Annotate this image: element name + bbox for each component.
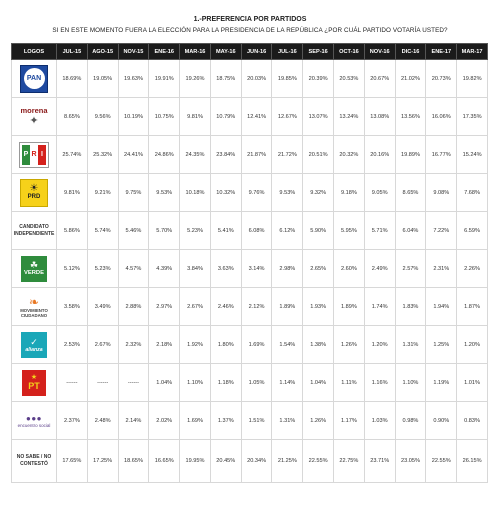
value-cell: 2.14% — [118, 402, 149, 440]
value-cell: 1.94% — [426, 288, 457, 326]
toucan-icon: ☘ — [29, 260, 39, 270]
alianza-logo — [21, 332, 47, 358]
value-cell: 2.46% — [210, 288, 241, 326]
value-cell: 2.32% — [118, 326, 149, 364]
value-cell: 1.92% — [180, 326, 211, 364]
value-cell: 12.41% — [241, 98, 272, 136]
value-cell: 17.35% — [457, 98, 488, 136]
header-row — [12, 44, 488, 60]
logo-cell — [12, 60, 57, 98]
value-cell: 24.35% — [180, 136, 211, 174]
value-cell: 1.51% — [241, 402, 272, 440]
value-cell: 1.26% — [334, 326, 365, 364]
value-cell: 20.45% — [210, 440, 241, 483]
value-cell: 21.87% — [241, 136, 272, 174]
table-row — [12, 174, 488, 212]
header-dic-16: DIC-16 — [395, 44, 426, 60]
table-row — [12, 212, 488, 250]
header-ene-16: ENE-16 — [149, 44, 180, 60]
value-cell: 10.79% — [210, 98, 241, 136]
value-cell: 18.69% — [57, 60, 88, 98]
value-cell: 9.21% — [87, 174, 118, 212]
value-cell: 15.24% — [457, 136, 488, 174]
value-cell: 9.05% — [364, 174, 395, 212]
header-jul-15: JUL-15 — [57, 44, 88, 60]
morena-logo-text: morena — [20, 105, 48, 115]
value-cell: 22.75% — [334, 440, 365, 483]
value-cell: 6.04% — [395, 212, 426, 250]
logo-cell — [12, 364, 57, 402]
value-cell: 1.11% — [334, 364, 365, 402]
header-nov-16: NOV-16 — [364, 44, 395, 60]
people-icon: ●●● — [26, 413, 42, 423]
value-cell: 1.69% — [241, 326, 272, 364]
value-cell: 6.08% — [241, 212, 272, 250]
value-cell: 9.53% — [272, 174, 303, 212]
pri-logo-letter: R — [30, 145, 38, 165]
pt-logo — [22, 370, 46, 396]
header-jul-16: JUL-16 — [272, 44, 303, 60]
value-cell: 1.16% — [364, 364, 395, 402]
value-cell: 1.05% — [241, 364, 272, 402]
value-cell: 23.84% — [210, 136, 241, 174]
value-cell: 2.60% — [334, 250, 365, 288]
value-cell: 20.03% — [241, 60, 272, 98]
page-subtitle: SI EN ESTE MOMENTO FUERA LA ELECCIÓN PARA LA PRESIDENCIA DE LA REPÚBLICA ¿POR CUÁL PARTIDO VOTARÍA USTED? — [52, 27, 448, 34]
value-cell: 19.95% — [180, 440, 211, 483]
value-cell: 25.74% — [57, 136, 88, 174]
value-cell: 1.54% — [272, 326, 303, 364]
value-cell: 13.24% — [334, 98, 365, 136]
logo-cell — [12, 136, 57, 174]
value-cell: 21.72% — [272, 136, 303, 174]
value-cell: 18.65% — [118, 440, 149, 483]
logo-cell — [12, 326, 57, 364]
pan-logo-text: PAN — [24, 68, 45, 89]
header-mar-17: MAR-17 — [457, 44, 488, 60]
value-cell: 13.08% — [364, 98, 395, 136]
page-title: 1.-PREFERENCIA POR PARTIDOS — [193, 16, 307, 23]
mc-logo-text: MOVIMIENTO CIUDADANO — [20, 307, 48, 318]
value-cell: 2.67% — [180, 288, 211, 326]
header-logos: LOGOS — [12, 44, 57, 60]
value-cell: 13.07% — [303, 98, 334, 136]
pan-logo — [20, 65, 48, 93]
alianza-logo-text: alianza — [25, 346, 43, 353]
value-cell: 5.23% — [87, 250, 118, 288]
table-row — [12, 136, 488, 174]
value-cell: 1.10% — [180, 364, 211, 402]
value-cell: 3.58% — [57, 288, 88, 326]
value-cell: 9.53% — [149, 174, 180, 212]
encuentro-social-logo — [12, 414, 56, 428]
value-cell: 6.12% — [272, 212, 303, 250]
prd-logo-text: PRD — [27, 194, 41, 200]
value-cell: 20.51% — [303, 136, 334, 174]
header-may-16: MAY-16 — [210, 44, 241, 60]
row-label: NO SABE / NO CONTESTÓ — [16, 454, 52, 467]
header-ene-17: ENE-17 — [426, 44, 457, 60]
value-cell: 2.49% — [364, 250, 395, 288]
value-cell: 2.18% — [149, 326, 180, 364]
results-table — [11, 43, 488, 483]
value-cell: 9.32% — [303, 174, 334, 212]
value-cell: 20.67% — [364, 60, 395, 98]
value-cell: 26.15% — [457, 440, 488, 483]
pri-logo — [19, 142, 49, 168]
table-row — [12, 326, 488, 364]
value-cell: 2.31% — [426, 250, 457, 288]
value-cell: 4.57% — [118, 250, 149, 288]
eagle-icon: ❧ — [28, 294, 40, 309]
value-cell: 20.32% — [334, 136, 365, 174]
pri-logo-letter: I — [38, 145, 46, 165]
value-cell: 17.65% — [57, 440, 88, 483]
value-cell: 5.41% — [210, 212, 241, 250]
pri-logo-letter: P — [22, 145, 30, 165]
value-cell: 2.12% — [241, 288, 272, 326]
value-cell: 21.25% — [272, 440, 303, 483]
es-logo-text: encuentro social — [17, 422, 51, 428]
value-cell: 1.31% — [272, 402, 303, 440]
value-cell: 19.89% — [395, 136, 426, 174]
value-cell: 9.76% — [241, 174, 272, 212]
value-cell: 9.18% — [334, 174, 365, 212]
value-cell: 19.63% — [118, 60, 149, 98]
logo-cell — [12, 402, 57, 440]
value-cell: 21.02% — [395, 60, 426, 98]
value-cell: 0.90% — [426, 402, 457, 440]
value-cell: 1.26% — [303, 402, 334, 440]
pt-logo-text: PT — [28, 380, 40, 391]
value-cell: 20.73% — [426, 60, 457, 98]
value-cell: 1.20% — [364, 326, 395, 364]
value-cell: 19.91% — [149, 60, 180, 98]
table-row — [12, 250, 488, 288]
value-cell: 22.55% — [303, 440, 334, 483]
value-cell: 18.75% — [210, 60, 241, 98]
value-cell: 9.81% — [180, 98, 211, 136]
value-cell: 1.87% — [457, 288, 488, 326]
value-cell: 2.65% — [303, 250, 334, 288]
morena-figure-icon: ✦ — [29, 114, 39, 127]
value-cell: 2.88% — [118, 288, 149, 326]
value-cell: 19.85% — [272, 60, 303, 98]
header-mar-16: MAR-16 — [180, 44, 211, 60]
value-cell: 24.41% — [118, 136, 149, 174]
value-cell: 1.31% — [395, 326, 426, 364]
value-cell: 2.97% — [149, 288, 180, 326]
value-cell: 1.74% — [364, 288, 395, 326]
value-cell: 1.01% — [457, 364, 488, 402]
header-nov-15: NOV-15 — [118, 44, 149, 60]
movimiento-ciudadano-logo — [12, 296, 56, 318]
value-cell: 16.77% — [426, 136, 457, 174]
value-cell: 5.12% — [57, 250, 88, 288]
value-cell: 10.18% — [180, 174, 211, 212]
value-cell: 6.59% — [457, 212, 488, 250]
value-cell: 5.23% — [180, 212, 211, 250]
value-cell: 4.39% — [149, 250, 180, 288]
value-cell: 1.19% — [426, 364, 457, 402]
value-cell: 1.69% — [180, 402, 211, 440]
value-cell: 20.34% — [241, 440, 272, 483]
value-cell: 3.49% — [87, 288, 118, 326]
logo-cell — [12, 174, 57, 212]
value-cell: 5.86% — [57, 212, 88, 250]
value-cell: 2.26% — [457, 250, 488, 288]
sun-icon: ☀ — [29, 183, 39, 194]
value-cell: 19.82% — [457, 60, 488, 98]
value-cell: 1.25% — [426, 326, 457, 364]
value-cell: 3.14% — [241, 250, 272, 288]
value-cell: 5.90% — [303, 212, 334, 250]
value-cell: 5.74% — [87, 212, 118, 250]
value-cell: 22.55% — [426, 440, 457, 483]
row-label: CANDIDATO INDEPENDIENTE — [13, 223, 55, 237]
value-cell: 1.38% — [303, 326, 334, 364]
value-cell: 5.70% — [149, 212, 180, 250]
value-cell: 0.98% — [395, 402, 426, 440]
alianza-mark-icon: ✓ — [30, 336, 38, 347]
logo-cell — [12, 98, 57, 136]
value-cell: 1.04% — [303, 364, 334, 402]
table-row — [12, 402, 488, 440]
value-cell: 9.81% — [57, 174, 88, 212]
value-cell: 9.75% — [118, 174, 149, 212]
value-cell: 16.06% — [426, 98, 457, 136]
value-cell: 8.65% — [395, 174, 426, 212]
logo-cell — [12, 288, 57, 326]
table-row — [12, 98, 488, 136]
prd-logo — [20, 179, 48, 207]
morena-logo — [12, 107, 56, 127]
value-cell: 25.32% — [87, 136, 118, 174]
value-cell: 7.22% — [426, 212, 457, 250]
value-cell: ------ — [87, 364, 118, 402]
value-cell: 9.08% — [426, 174, 457, 212]
value-cell: 8.65% — [57, 98, 88, 136]
value-cell: 1.17% — [334, 402, 365, 440]
value-cell: 2.57% — [395, 250, 426, 288]
value-cell: 1.89% — [272, 288, 303, 326]
value-cell: 20.16% — [364, 136, 395, 174]
value-cell: 19.05% — [87, 60, 118, 98]
value-cell: 24.86% — [149, 136, 180, 174]
table-row — [12, 364, 488, 402]
value-cell: 1.20% — [457, 326, 488, 364]
value-cell: 5.95% — [334, 212, 365, 250]
table-row — [12, 288, 488, 326]
value-cell: 5.46% — [118, 212, 149, 250]
verde-logo-text: VERDE — [24, 270, 44, 276]
logo-cell — [12, 212, 57, 250]
verde-logo — [21, 256, 47, 282]
value-cell: 2.48% — [87, 402, 118, 440]
value-cell: 10.19% — [118, 98, 149, 136]
value-cell: 17.25% — [87, 440, 118, 483]
value-cell: 2.67% — [87, 326, 118, 364]
value-cell: 1.04% — [149, 364, 180, 402]
value-cell: 23.05% — [395, 440, 426, 483]
value-cell: 2.98% — [272, 250, 303, 288]
value-cell: 20.53% — [334, 60, 365, 98]
value-cell: 1.14% — [272, 364, 303, 402]
header-oct-16: OCT-16 — [334, 44, 365, 60]
logo-cell — [12, 440, 57, 483]
header-sep-16: SEP-16 — [303, 44, 334, 60]
value-cell: 0.83% — [457, 402, 488, 440]
value-cell: 7.68% — [457, 174, 488, 212]
table-row — [12, 440, 488, 483]
value-cell: 10.32% — [210, 174, 241, 212]
value-cell: 1.83% — [395, 288, 426, 326]
value-cell: 5.71% — [364, 212, 395, 250]
value-cell: 2.53% — [57, 326, 88, 364]
value-cell: 3.63% — [210, 250, 241, 288]
value-cell: ------ — [118, 364, 149, 402]
value-cell: 16.65% — [149, 440, 180, 483]
value-cell: 1.37% — [210, 402, 241, 440]
value-cell: 1.93% — [303, 288, 334, 326]
value-cell: 1.80% — [210, 326, 241, 364]
logo-cell — [12, 250, 57, 288]
value-cell: 1.18% — [210, 364, 241, 402]
value-cell: 23.71% — [364, 440, 395, 483]
table-row — [12, 60, 488, 98]
header-ago-15: AGO-15 — [87, 44, 118, 60]
value-cell: 2.37% — [57, 402, 88, 440]
value-cell: 12.67% — [272, 98, 303, 136]
value-cell: 1.10% — [395, 364, 426, 402]
value-cell: ------ — [57, 364, 88, 402]
value-cell: 13.56% — [395, 98, 426, 136]
value-cell: 20.39% — [303, 60, 334, 98]
value-cell: 10.75% — [149, 98, 180, 136]
value-cell: 9.56% — [87, 98, 118, 136]
value-cell: 2.02% — [149, 402, 180, 440]
value-cell: 19.26% — [180, 60, 211, 98]
value-cell: 1.89% — [334, 288, 365, 326]
header-jun-16: JUN-16 — [241, 44, 272, 60]
value-cell: 3.84% — [180, 250, 211, 288]
value-cell: 1.03% — [364, 402, 395, 440]
star-icon: ★ — [30, 373, 38, 381]
